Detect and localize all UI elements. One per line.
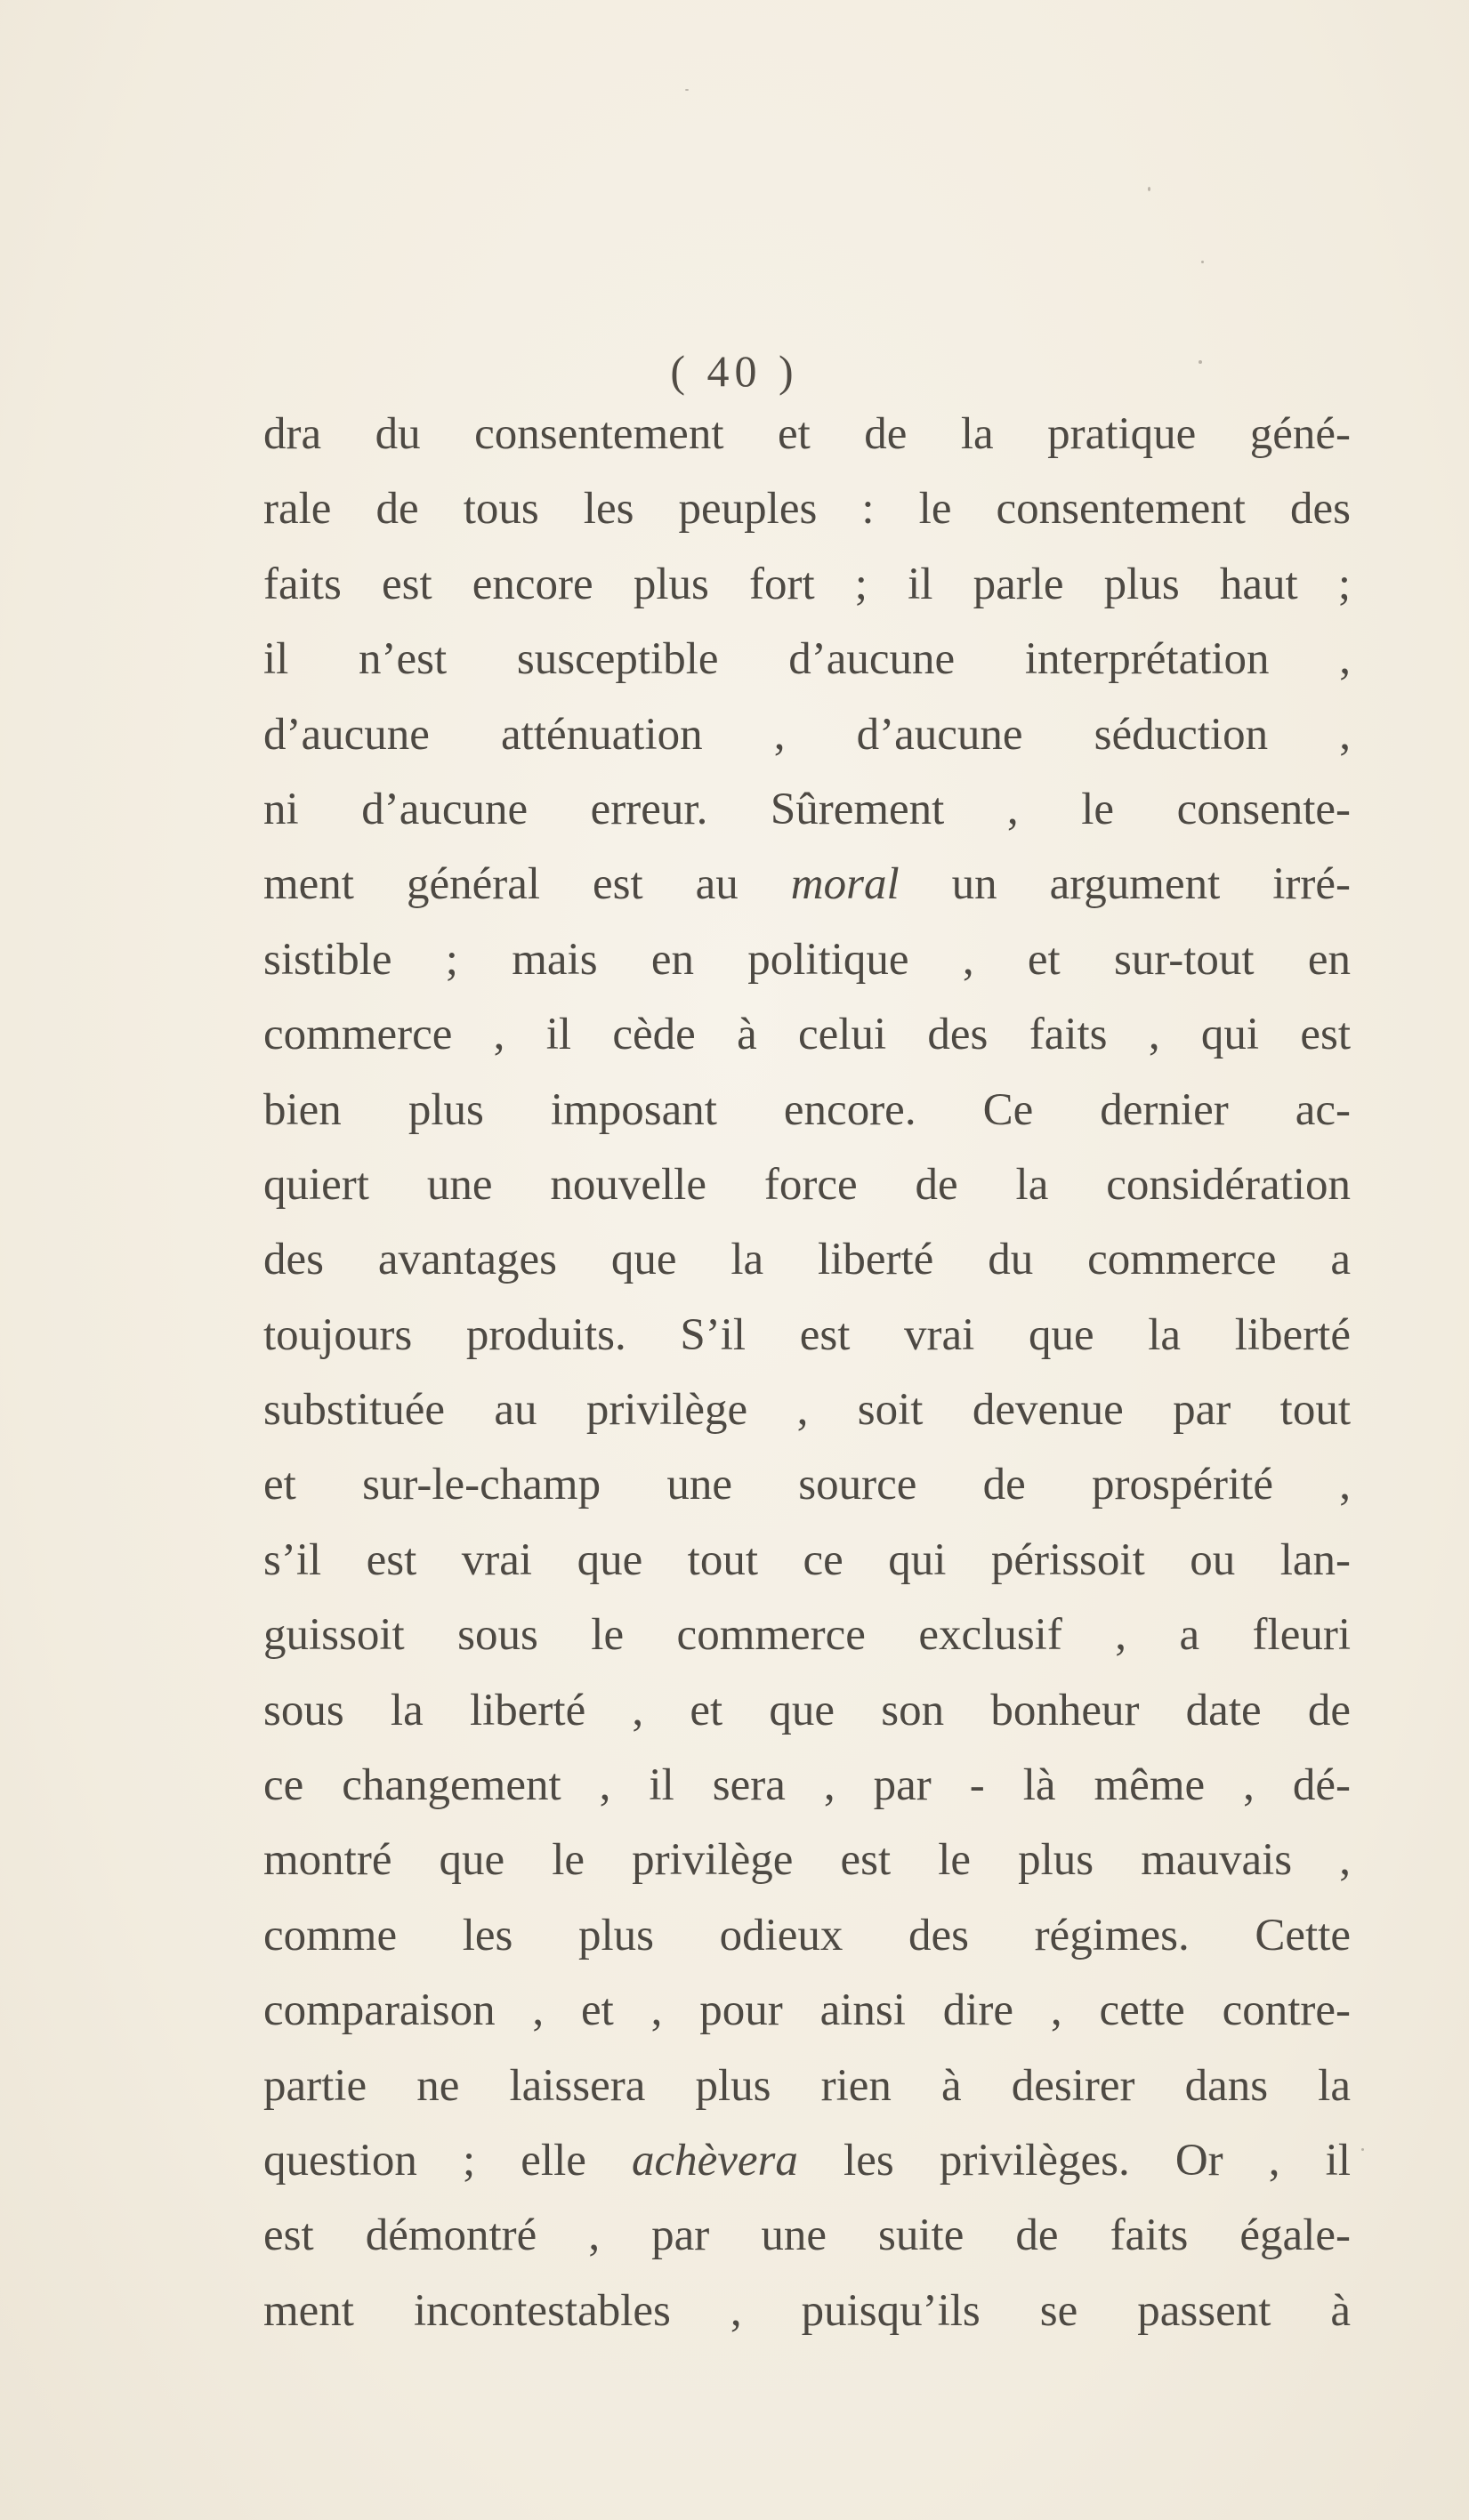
paper-speck (685, 89, 689, 91)
text-line: dra du consentement et de la pratique géné- (263, 409, 1351, 459)
paper-speck (1201, 261, 1204, 263)
text-line: substituée au privilège , soit devenue par tout (263, 1385, 1351, 1436)
text-line: il n’est susceptible d’aucune interprétation , (263, 634, 1351, 685)
text-line: commerce , il cède à celui des faits , qui est (263, 1010, 1351, 1060)
text-line: d’aucune atténuation , d’aucune séduction , (263, 709, 1351, 760)
page-number: ( 40 ) (670, 346, 799, 396)
text-line: bien plus imposant encore. Ce dernier ac- (263, 1084, 1351, 1135)
text-line: s’il est vrai que tout ce qui périssoit ou lan- (263, 1534, 1351, 1585)
text-line: partie ne laissera plus rien à desirer dans la (263, 2060, 1351, 2111)
paper-speck (1148, 187, 1150, 191)
text-line (263, 2123, 1351, 2198)
paper-speck (1199, 360, 1202, 364)
text-segment: les privilèges. Or , il (797, 2135, 1352, 2186)
text-line: sous la liberté , et que son bonheur date de (263, 1685, 1351, 1735)
text-line: est démontré , par une suite de faits égale- (263, 2210, 1351, 2261)
text-line: quiert une nouvelle force de la considération (263, 1159, 1351, 1210)
text-segment: ment général est au (263, 859, 791, 910)
text-line: ce changement , il sera , par - là même , dé- (263, 1760, 1351, 1811)
text-line: guissoit sous le commerce exclusif , a fleuri (263, 1610, 1351, 1661)
italic-word: achèvera (632, 2135, 798, 2186)
body-text (263, 397, 1351, 2348)
text-line: faits est encore plus fort ; il parle plus haut ; (263, 559, 1351, 609)
italic-word: moral (790, 859, 900, 910)
text-line: ment incontestables , puisqu’ils se passent à (263, 2285, 1351, 2336)
text-line: comparaison , et , pour ainsi dire , cette contre- (263, 1985, 1351, 2036)
text-line: comme les plus odieux des régimes. Cette (263, 1910, 1351, 1960)
paper-speck (1361, 2148, 1364, 2151)
text-line: des avantages que la liberté du commerce a (263, 1235, 1351, 1285)
text-line: rale de tous les peuples : le consentement des (263, 484, 1351, 535)
text-line: et sur-le-champ une source de prospérité , (263, 1460, 1351, 1510)
text-line: ni d’aucune erreur. Sûrement , le consente- (263, 784, 1351, 834)
text-segment: question ; elle (263, 2135, 633, 2186)
text-line: montré que le privilège est le plus mauvais , (263, 1835, 1351, 1886)
text-line (263, 847, 1351, 922)
text-line: toujours produits. S’il est vrai que la liberté (263, 1309, 1351, 1360)
text-line: sistible ; mais en politique , et sur-tout en (263, 934, 1351, 985)
text-segment: un argument irré- (899, 859, 1352, 910)
